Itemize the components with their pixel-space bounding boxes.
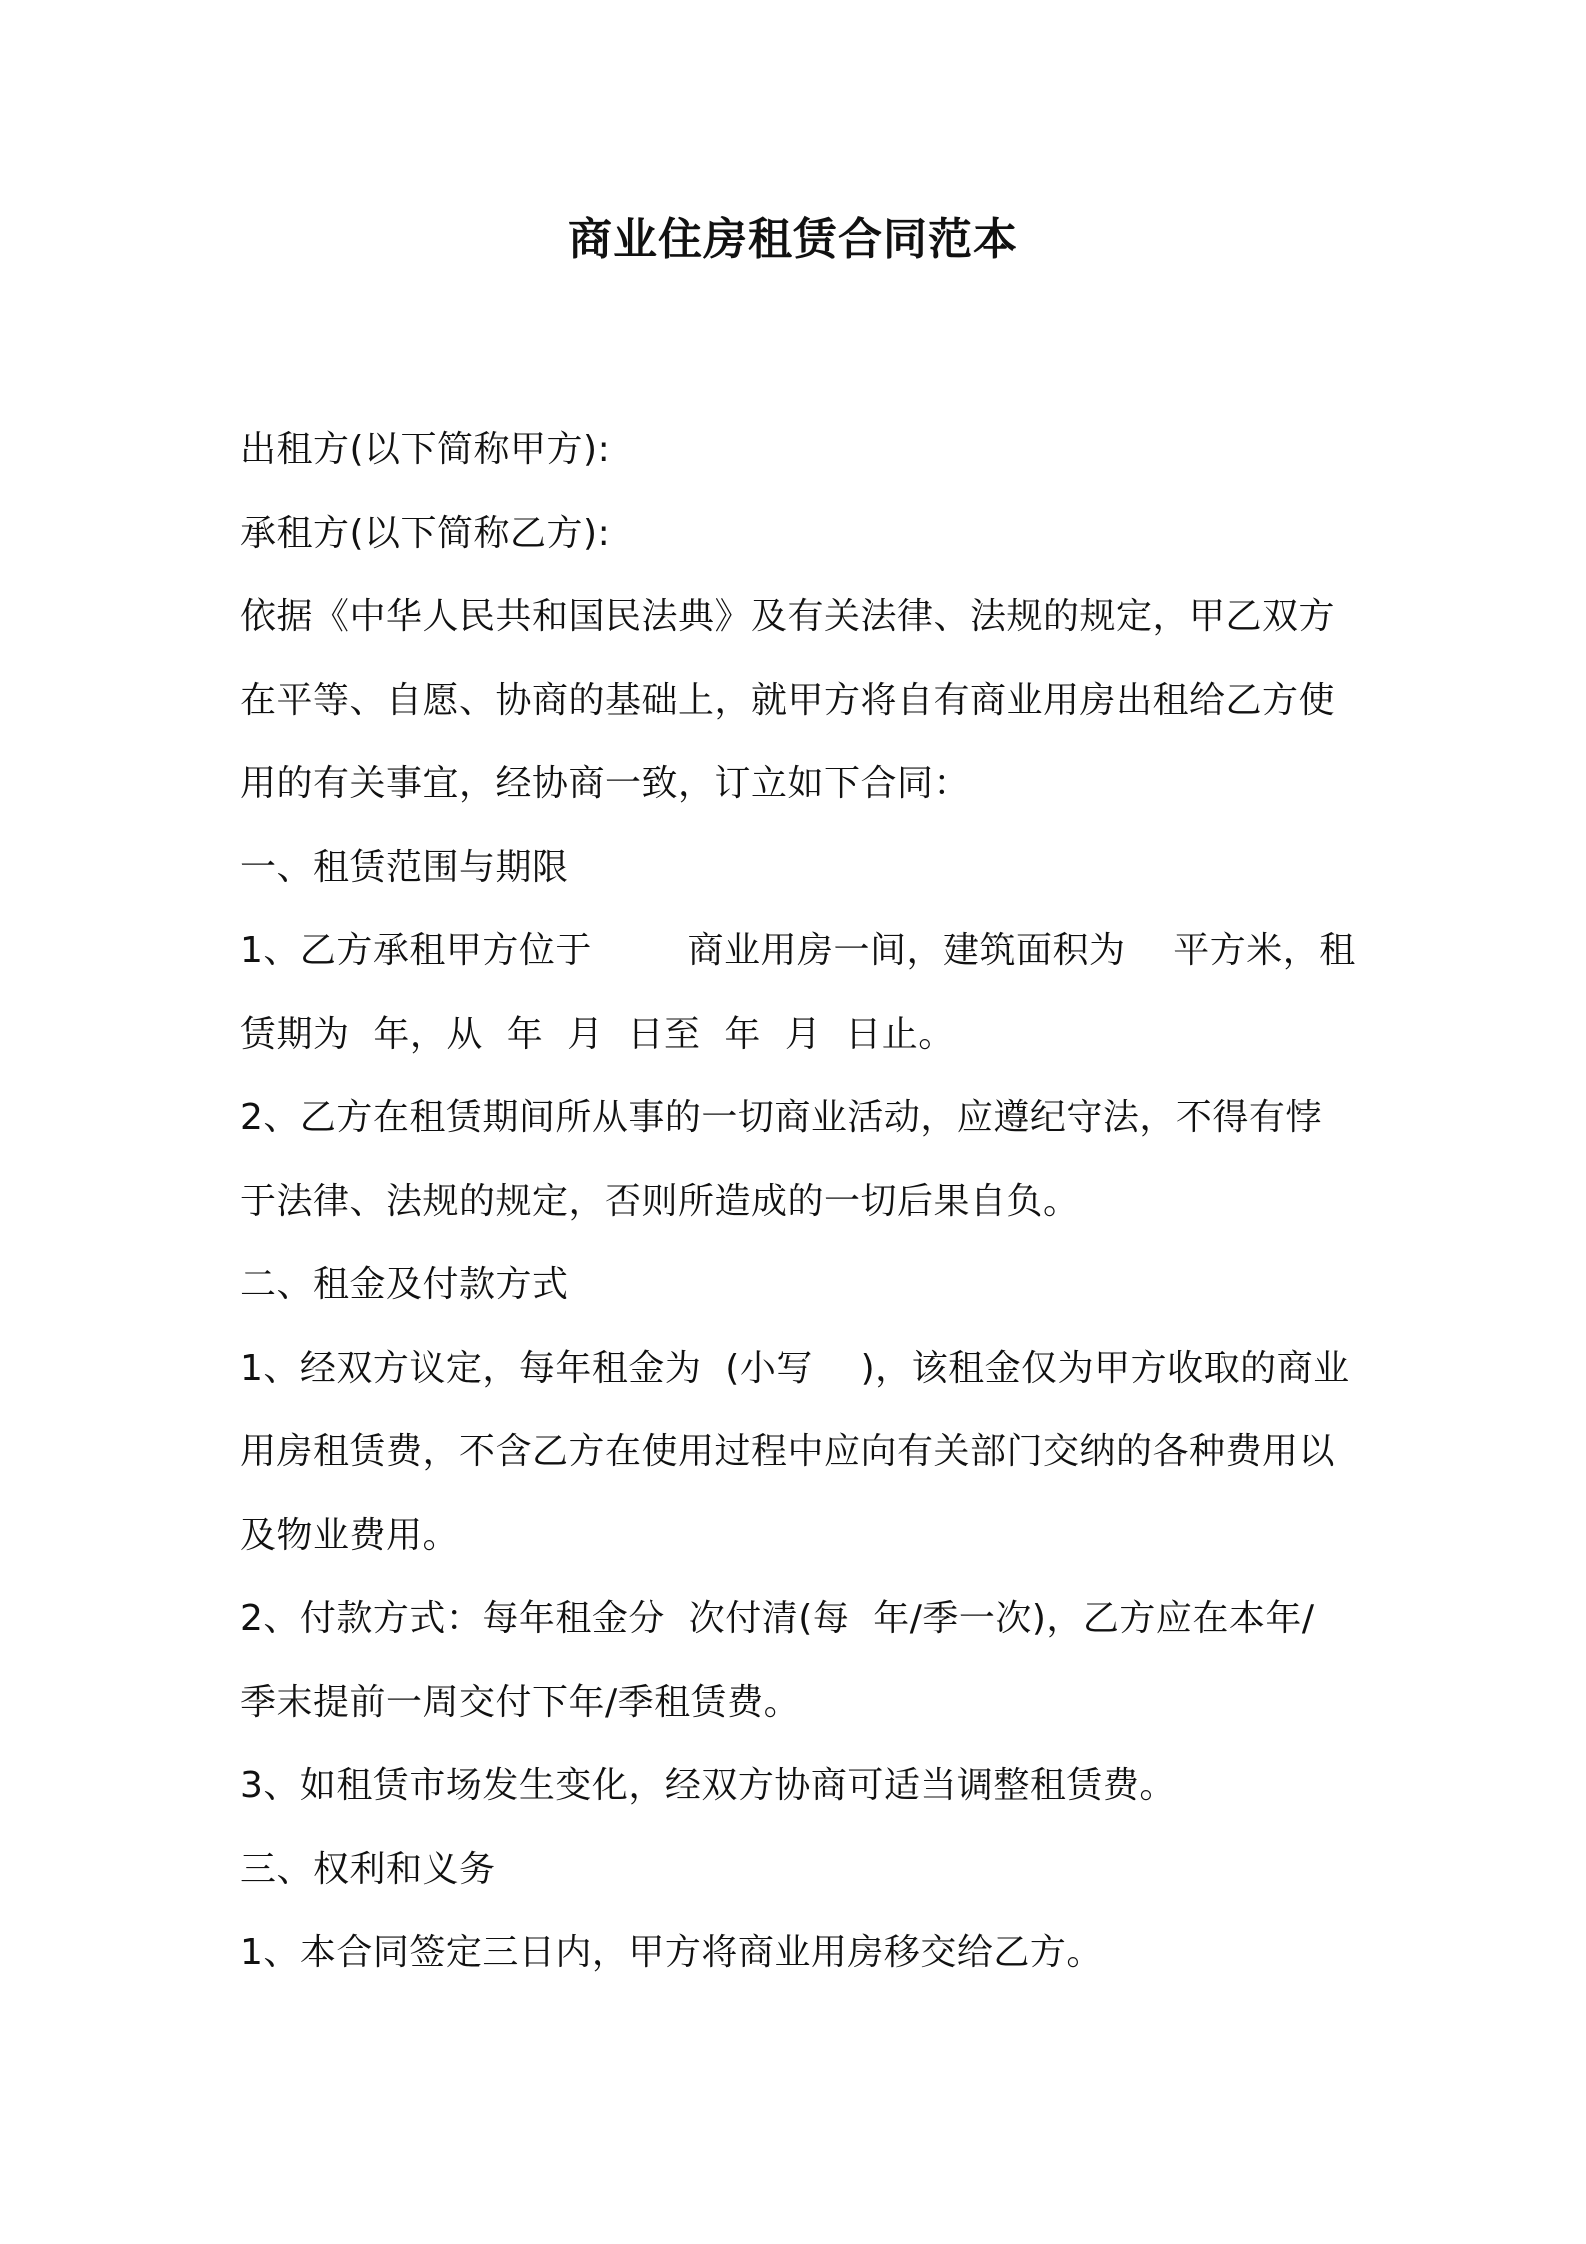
- clause-line: 3、如租赁市场发生变化，经双方协商可适当调整租赁费。: [240, 1765, 1176, 1806]
- clause-line: 赁期为 年，从 年 月 日至 年 月 日止。: [240, 1013, 955, 1055]
- section-heading: 二、租金及付款方式: [240, 1264, 569, 1305]
- preamble-line: 在平等、自愿、协商的基础上，就甲方将自有商业用房出租给乙方使: [240, 679, 1336, 721]
- section-heading: 一、租赁范围与期限: [240, 846, 569, 888]
- clause-line: 1、本合同签定三日内，甲方将商业用房移交给乙方。: [240, 1932, 1103, 1973]
- preamble-line: 依据《中华人民共和国民法典》及有关法律、法规的规定，甲乙双方: [240, 596, 1336, 637]
- clause-line: 1、经双方议定，每年租金为 (小写 )，该租金仅为甲方收取的商业: [240, 1347, 1350, 1389]
- document-title: 商业住房租赁合同范本: [568, 214, 1018, 265]
- clause-line: 2、付款方式：每年租金分 次付清(每 年/季一次)，乙方应在本年/: [240, 1598, 1315, 1639]
- clause-line: 于法律、法规的规定，否则所造成的一切后果自负。: [240, 1180, 1080, 1222]
- clause-line: 及物业费用。: [240, 1514, 460, 1556]
- clause-line: 1、乙方承租甲方位于 商业用房一间，建筑面积为 平方米，租: [240, 930, 1356, 971]
- clause-line: 2、乙方在租赁期间所从事的一切商业活动，应遵纪守法，不得有悖: [240, 1097, 1322, 1138]
- clause-line: 用房租赁费，不含乙方在使用过程中应向有关部门交纳的各种费用以: [240, 1431, 1336, 1472]
- section-heading: 三、权利和义务: [240, 1848, 496, 1890]
- document-body: [240, 408, 1360, 1995]
- preamble-line: 用的有关事宜，经协商一致，订立如下合同：: [240, 763, 971, 804]
- party-b-line: 承租方(以下简称乙方):: [240, 512, 611, 554]
- clause-line: 季末提前一周交付下年/季租赁费。: [240, 1681, 801, 1723]
- party-a-line: 出租方(以下简称甲方):: [240, 429, 611, 470]
